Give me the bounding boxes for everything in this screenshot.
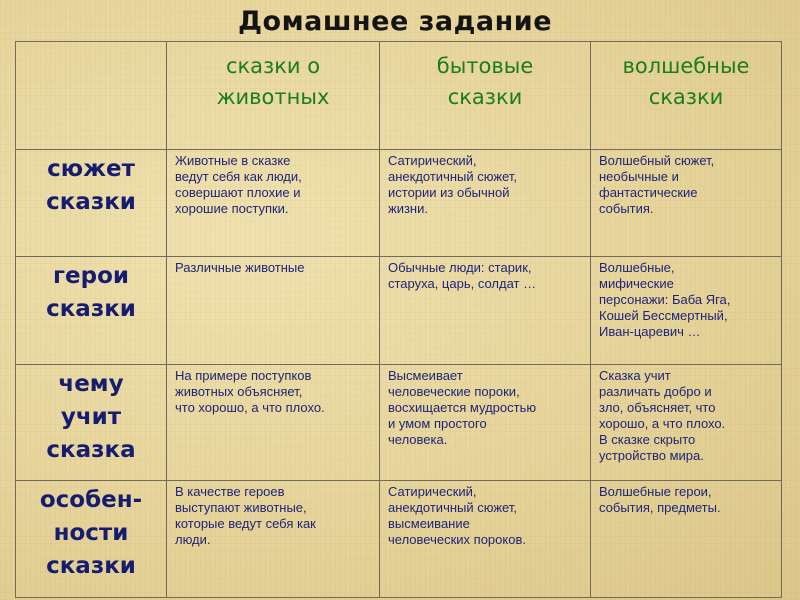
column-header-magic-tales: волшебные сказки [591,42,782,150]
cell-features-magic: Волшебные герои, события, предметы. [591,481,782,598]
cell-lesson-animal: На примере поступков животных объясняет, что хорошо, а что плохо. [167,365,380,481]
cell-heroes-magic: Волшебные, мифические персонажи: Баба Яга, Кошей Бессмертный, Иван-царевич … [591,257,782,365]
column-header-animal-tales: сказки о животных [167,42,380,150]
row-header-heroes: герои сказки [16,257,167,365]
table-row-lesson [16,365,782,481]
cell-heroes-animal: Различные животные [167,257,380,365]
cell-lesson-magic: Сказка учит различать добро и зло, объясняет, что хорошо, а что плохо. В сказке скрыто устройство мира. [591,365,782,481]
header-row [16,42,782,150]
page-title: Домашнее задание [237,6,553,37]
row-header-lesson: чему учит сказка [16,365,167,481]
row-header-plot: сюжет сказки [16,150,167,257]
cell-features-everyday: Сатирический, анекдотичный сюжет, высмеивание человеческих пороков. [380,481,591,598]
cell-plot-animal: Животные в сказке ведут себя как люди, совершают плохие и хорошие поступки. [167,150,380,257]
row-header-features: особен- ности сказки [16,481,167,598]
column-header-everyday-tales: бытовые сказки [380,42,591,150]
cell-plot-magic: Волшебный сюжет, необычные и фантастические события. [591,150,782,257]
table-row-features [16,481,782,598]
cell-plot-everyday: Сатирический, анекдотичный сюжет, истории из обычной жизни. [380,150,591,257]
cell-features-animal: В качестве героев выступают животные, которые ведут себя как люди. [167,481,380,598]
homework-table [15,41,782,598]
cell-lesson-everyday: Высмеивает человеческие пороки, восхищается мудростью и умом простого человека. [380,365,591,481]
cell-heroes-everyday: Обычные люди: старик, старуха, царь, солдат … [380,257,591,365]
table-row-plot [16,150,782,257]
table-row-heroes [16,257,782,365]
corner-cell [16,42,167,150]
